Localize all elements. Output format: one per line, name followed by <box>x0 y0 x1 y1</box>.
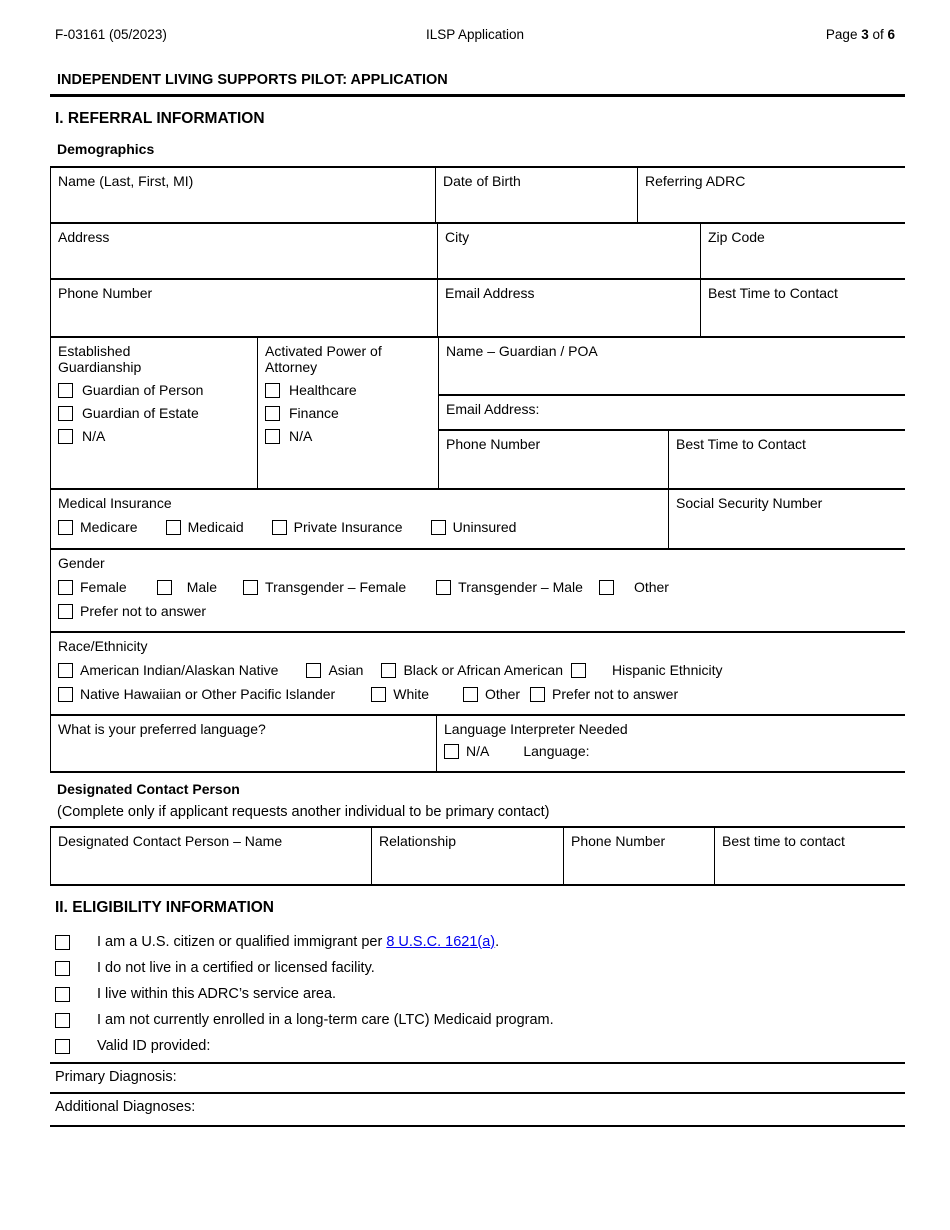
valid-id-checkbox[interactable] <box>55 1039 70 1054</box>
eligibility-list <box>50 932 905 1056</box>
option-guardian-of-person <box>58 382 250 398</box>
gender-options-line1 <box>58 579 898 595</box>
option-medicaid <box>166 519 244 535</box>
male-checkbox[interactable] <box>157 580 172 595</box>
section-referral-heading: I. REFERRAL INFORMATION <box>55 110 265 127</box>
option-gender-prefer-not <box>58 603 206 619</box>
option-race-other <box>463 686 520 702</box>
medicaid-checkbox[interactable] <box>166 520 181 535</box>
race-options-line2 <box>58 686 898 702</box>
gender-cell <box>51 550 905 631</box>
transgender-male-checkbox[interactable] <box>436 580 451 595</box>
option-transgender-male <box>436 579 583 595</box>
poa-title: Activated Power of Attorney <box>265 343 382 375</box>
option-guardianship-na <box>58 428 250 444</box>
option-label: Other <box>633 579 669 595</box>
section-eligibility-heading: II. ELIGIBILITY INFORMATION <box>55 899 275 916</box>
eligibility-text: I am not currently enrolled in a long-term care (LTC) Medicaid program. <box>97 1012 554 1028</box>
option-transgender-female <box>243 579 406 595</box>
preferred-language-cell: What is your preferred language? <box>51 716 437 771</box>
insurance-options <box>58 519 661 535</box>
option-race-prefer-not <box>530 686 678 702</box>
designated-contact-table <box>50 826 905 886</box>
citizen-checkbox[interactable] <box>55 935 70 950</box>
option-label: N/A <box>466 743 490 759</box>
dob-label-cell: Date of Birth <box>436 168 638 222</box>
relationship-label-cell: Relationship <box>372 828 564 884</box>
facility-checkbox[interactable] <box>55 961 70 976</box>
option-label: N/A <box>82 428 106 444</box>
poa-na-checkbox[interactable] <box>265 429 280 444</box>
option-native-hawaiian <box>58 686 335 702</box>
email-label-cell: Email Address <box>438 280 701 336</box>
gender-prefer-not-checkbox[interactable] <box>58 604 73 619</box>
primary-diagnosis-row: Primary Diagnosis: <box>50 1064 905 1094</box>
designated-note: (Complete only if applicant requests another individual to be primary contact) <box>57 804 550 820</box>
page-indicator <box>645 27 895 42</box>
guardian-name-cell: Name – Guardian / POA <box>439 338 905 396</box>
language-row <box>51 716 905 773</box>
referring-adrc-label-cell: Referring ADRC <box>645 173 746 189</box>
demographics-table <box>50 166 905 773</box>
guardian-email-cell: Email Address: <box>439 396 905 431</box>
option-medicare <box>58 519 138 535</box>
form-number: F-03161 (05/2023) <box>55 27 167 42</box>
eligibility-text: Valid ID provided: <box>97 1038 211 1054</box>
uninsured-checkbox[interactable] <box>431 520 446 535</box>
race-other-checkbox[interactable] <box>463 687 478 702</box>
guardian-of-estate-checkbox[interactable] <box>58 406 73 421</box>
hispanic-ethnicity-checkbox[interactable] <box>571 663 586 678</box>
option-label: Transgender – Female <box>265 579 407 595</box>
ltc-medicaid-checkbox[interactable] <box>55 1013 70 1028</box>
option-american-indian <box>58 662 278 678</box>
table-row <box>51 828 905 886</box>
option-label: Asian <box>328 662 364 678</box>
option-label: Private Insurance <box>293 519 403 535</box>
option-label: Prefer not to answer <box>552 686 679 702</box>
american-indian-checkbox[interactable] <box>58 663 73 678</box>
guardian-phone-row <box>439 431 905 488</box>
of-word: of <box>868 27 888 42</box>
race-row <box>51 633 905 716</box>
page-number: 3 <box>861 27 869 42</box>
option-label: Prefer not to answer <box>80 603 207 619</box>
option-label: Guardian of Person <box>82 382 204 398</box>
eligibility-text: I do not live in a certified or licensed facility. <box>97 960 375 976</box>
option-label: Medicaid <box>187 519 244 535</box>
designated-name-label-cell: Designated Contact Person – Name <box>51 828 372 884</box>
eligibility-text-post: . <box>495 934 500 950</box>
option-poa-na <box>265 428 431 444</box>
guardian-of-person-checkbox[interactable] <box>58 383 73 398</box>
race-options-line1 <box>58 662 898 678</box>
option-label: American Indian/Alaskan Native <box>80 662 279 678</box>
eligibility-item-valid-id <box>50 1036 905 1056</box>
option-label: Healthcare <box>289 382 357 398</box>
option-label: Native Hawaiian or Other Pacific Islander <box>80 686 336 702</box>
table-row <box>51 168 905 224</box>
option-label: Transgender – Male <box>458 579 583 595</box>
demographics-heading: Demographics <box>57 141 155 157</box>
gender-other-checkbox[interactable] <box>599 580 614 595</box>
eligibility-item-ltc-medicaid <box>50 1010 905 1030</box>
race-title: Race/Ethnicity <box>58 638 148 654</box>
eligibility-text: I live within this ADRC’s service area. <box>97 986 337 1002</box>
title-divider <box>50 94 905 97</box>
female-checkbox[interactable] <box>58 580 73 595</box>
private-insurance-checkbox[interactable] <box>272 520 287 535</box>
zip-label-cell: Zip Code <box>708 229 765 245</box>
option-guardian-of-estate <box>58 405 250 421</box>
name-label-cell: Name (Last, First, MI) <box>51 168 436 222</box>
guardianship-cell <box>51 338 258 488</box>
option-label: Uninsured <box>452 519 517 535</box>
option-poa-finance <box>265 405 431 421</box>
option-label: Hispanic Ethnicity <box>611 662 723 678</box>
additional-diagnoses-row: Additional Diagnoses: <box>50 1094 905 1127</box>
race-prefer-not-checkbox[interactable] <box>530 687 545 702</box>
option-label: Other <box>485 686 521 702</box>
option-hispanic-ethnicity <box>571 662 723 678</box>
eligibility-text-pre: I am a U.S. citizen or qualified immigrant per <box>97 934 387 950</box>
option-uninsured <box>431 519 517 535</box>
best-time-label-cell: Best Time to Contact <box>708 285 838 301</box>
option-label: N/A <box>289 428 313 444</box>
white-checkbox[interactable] <box>371 687 386 702</box>
form-title: INDEPENDENT LIVING SUPPORTS PILOT: APPLICATION <box>57 72 448 88</box>
option-female <box>58 579 127 595</box>
option-interpreter-na <box>444 743 489 759</box>
page-total: 6 <box>887 27 895 42</box>
option-white <box>371 686 429 702</box>
guardianship-row <box>51 338 905 490</box>
guardianship-title: Established Guardianship <box>58 343 142 375</box>
option-private-insurance <box>272 519 403 535</box>
table-row <box>51 280 905 338</box>
diagnoses-section <box>50 1062 905 1127</box>
interpreter-cell <box>437 716 905 771</box>
poa-healthcare-checkbox[interactable] <box>265 383 280 398</box>
option-black-african-american <box>381 662 563 678</box>
race-cell <box>51 633 905 714</box>
interpreter-na-checkbox[interactable] <box>444 744 459 759</box>
page-header <box>50 0 905 42</box>
option-label: Guardian of Estate <box>82 405 199 421</box>
black-african-american-checkbox[interactable] <box>381 663 396 678</box>
interpreter-title: Language Interpreter Needed <box>444 721 628 737</box>
eligibility-text <box>97 934 499 950</box>
gender-options-line2 <box>58 603 898 619</box>
insurance-cell <box>51 490 669 548</box>
option-label: Finance <box>289 405 339 421</box>
option-label: Female <box>80 579 127 595</box>
guardian-best-time-cell: Best Time to Contact <box>676 436 806 452</box>
service-area-checkbox[interactable] <box>55 987 70 1002</box>
option-label: White <box>393 686 430 702</box>
guardian-phone-cell: Phone Number <box>439 431 669 488</box>
option-poa-healthcare <box>265 382 431 398</box>
poa-finance-checkbox[interactable] <box>265 406 280 421</box>
eligibility-item-citizen <box>50 932 905 952</box>
transgender-female-checkbox[interactable] <box>243 580 258 595</box>
guardian-contact-cell <box>439 338 905 488</box>
eligibility-item-service-area <box>50 984 905 1004</box>
native-hawaiian-checkbox[interactable] <box>58 687 73 702</box>
address-label-cell: Address <box>51 224 438 278</box>
option-label: Medicare <box>80 519 138 535</box>
medicare-checkbox[interactable] <box>58 520 73 535</box>
interpreter-options <box>444 743 898 759</box>
option-gender-other <box>599 579 669 595</box>
document-title: ILSP Application <box>425 27 525 42</box>
insurance-title: Medical Insurance <box>58 495 172 511</box>
poa-cell <box>258 338 439 488</box>
page-word: Page <box>825 27 862 42</box>
city-label-cell: City <box>438 224 701 278</box>
option-label: Male <box>186 579 218 595</box>
designated-phone-label-cell: Phone Number <box>564 828 715 884</box>
gender-row <box>51 550 905 633</box>
gender-title: Gender <box>58 555 105 571</box>
language-write-in-label: Language: <box>523 743 590 759</box>
guardianship-na-checkbox[interactable] <box>58 429 73 444</box>
option-asian <box>306 662 363 678</box>
eligibility-item-facility <box>50 958 905 978</box>
option-label: Black or African American <box>403 662 563 678</box>
asian-checkbox[interactable] <box>306 663 321 678</box>
option-male <box>157 579 217 595</box>
designated-best-time-label-cell: Best time to contact <box>722 833 845 849</box>
phone-label-cell: Phone Number <box>51 280 438 336</box>
page-content <box>50 0 905 1127</box>
insurance-row <box>51 490 905 550</box>
usc-1621a-link[interactable]: 8 U.S.C. 1621(a) <box>386 934 496 950</box>
designated-heading: Designated Contact Person <box>57 781 240 797</box>
table-row <box>51 224 905 280</box>
ssn-cell: Social Security Number <box>676 495 823 511</box>
